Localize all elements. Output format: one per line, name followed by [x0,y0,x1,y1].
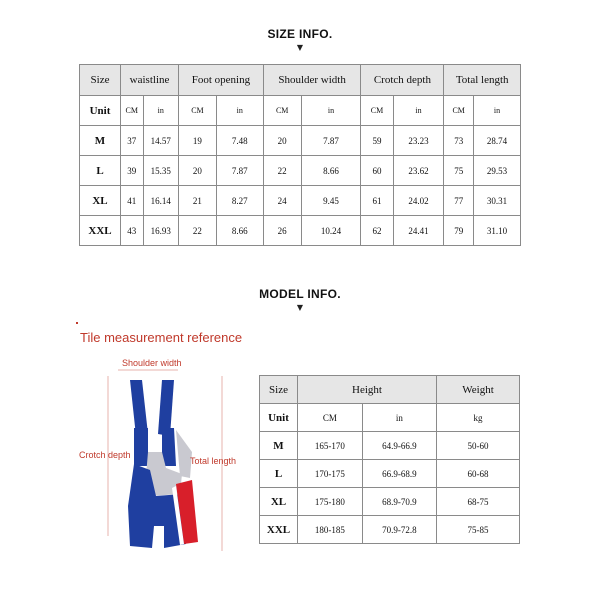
table-cell: 21 [179,186,217,216]
unit-cell: CM [121,96,144,126]
table-cell: 59 [361,126,393,156]
unit-label: Unit [260,404,298,432]
size-table [79,64,521,246]
unit-cell: CM [263,96,301,126]
table-cell: 50-60 [437,432,520,460]
crotch-depth-label: Crotch depth [79,450,131,460]
unit-cell: CM [361,96,393,126]
header-weight: Weight [437,376,520,404]
table-cell: 20 [179,156,217,186]
table-cell: 30.31 [474,186,521,216]
table-cell: 70.9-72.8 [362,516,436,544]
table-cell: 170-175 [298,460,363,488]
model-table [259,375,520,544]
table-row [260,460,520,488]
table-cell: 68-75 [437,488,520,516]
size-table-header-row [80,65,521,96]
table-cell: 180-185 [298,516,363,544]
table-cell: 66.9-68.9 [362,460,436,488]
size-info-arrow-icon: ▼ [296,43,304,52]
header-foot-opening: Foot opening [179,65,264,96]
table-row [80,216,521,246]
table-cell: 24.41 [393,216,444,246]
table-cell: 7.48 [216,126,263,156]
header-size: Size [80,65,121,96]
size-label: M [260,432,298,460]
table-cell: 73 [444,126,474,156]
table-cell: 60-68 [437,460,520,488]
model-info-heading: MODEL INFO. [259,287,341,301]
table-cell: 9.45 [301,186,361,216]
size-label: M [80,126,121,156]
size-label: XL [260,488,298,516]
table-cell: 8.66 [216,216,263,246]
size-label: L [260,460,298,488]
table-cell: 22 [179,216,217,246]
diagram-title: Tile measurement reference [80,330,243,345]
table-cell: 77 [444,186,474,216]
table-cell: 8.66 [301,156,361,186]
header-shoulder-width: Shoulder width [263,65,361,96]
unit-cell: in [393,96,444,126]
unit-cell: CM [444,96,474,126]
table-cell: 29.53 [474,156,521,186]
table-row [260,516,520,544]
table-cell: 31.10 [474,216,521,246]
total-length-label: Total length [190,456,237,466]
table-cell: 28.74 [474,126,521,156]
model-table-unit-row [260,404,520,432]
table-cell: 20 [263,126,301,156]
unit-cell: kg [437,404,520,432]
table-cell: 62 [361,216,393,246]
unit-cell: in [216,96,263,126]
header-height: Height [298,376,437,404]
table-cell: 60 [361,156,393,186]
unit-cell: in [474,96,521,126]
table-cell: 26 [263,216,301,246]
table-cell: 61 [361,186,393,216]
table-cell: 75 [444,156,474,186]
decorative-dot [76,322,78,324]
table-cell: 14.57 [143,126,179,156]
shoulder-width-label: Shoulder width [122,358,182,368]
header-waistline: waistline [121,65,179,96]
unit-cell: in [301,96,361,126]
size-label: XXL [80,216,121,246]
table-cell: 165-170 [298,432,363,460]
table-cell: 23.62 [393,156,444,186]
unit-cell: CM [179,96,217,126]
table-row [80,186,521,216]
table-cell: 7.87 [301,126,361,156]
table-cell: 15.35 [143,156,179,186]
table-row [260,488,520,516]
table-cell: 16.93 [143,216,179,246]
table-cell: 175-180 [298,488,363,516]
size-table-unit-row [80,96,521,126]
table-cell: 8.27 [216,186,263,216]
table-cell: 37 [121,126,144,156]
header-crotch-depth: Crotch depth [361,65,444,96]
table-cell: 22 [263,156,301,186]
size-label: XXL [260,516,298,544]
table-cell: 16.14 [143,186,179,216]
table-cell: 7.87 [216,156,263,186]
table-cell: 39 [121,156,144,186]
model-info-arrow-icon: ▼ [296,303,304,312]
table-cell: 19 [179,126,217,156]
table-cell: 24.02 [393,186,444,216]
table-cell: 64.9-66.9 [362,432,436,460]
model-table-header-row [260,376,520,404]
unit-cell: in [143,96,179,126]
table-cell: 79 [444,216,474,246]
size-info-heading: SIZE INFO. [267,27,333,41]
header-size: Size [260,376,298,404]
size-label: L [80,156,121,186]
table-cell: 10.24 [301,216,361,246]
table-cell: 75-85 [437,516,520,544]
unit-cell: in [362,404,436,432]
table-cell: 23.23 [393,126,444,156]
table-cell: 41 [121,186,144,216]
table-row [260,432,520,460]
table-cell: 24 [263,186,301,216]
table-row [80,126,521,156]
table-cell: 43 [121,216,144,246]
unit-label: Unit [80,96,121,126]
unit-cell: CM [298,404,363,432]
size-label: XL [80,186,121,216]
table-cell: 68.9-70.9 [362,488,436,516]
table-row [80,156,521,186]
header-total-length: Total length [444,65,521,96]
